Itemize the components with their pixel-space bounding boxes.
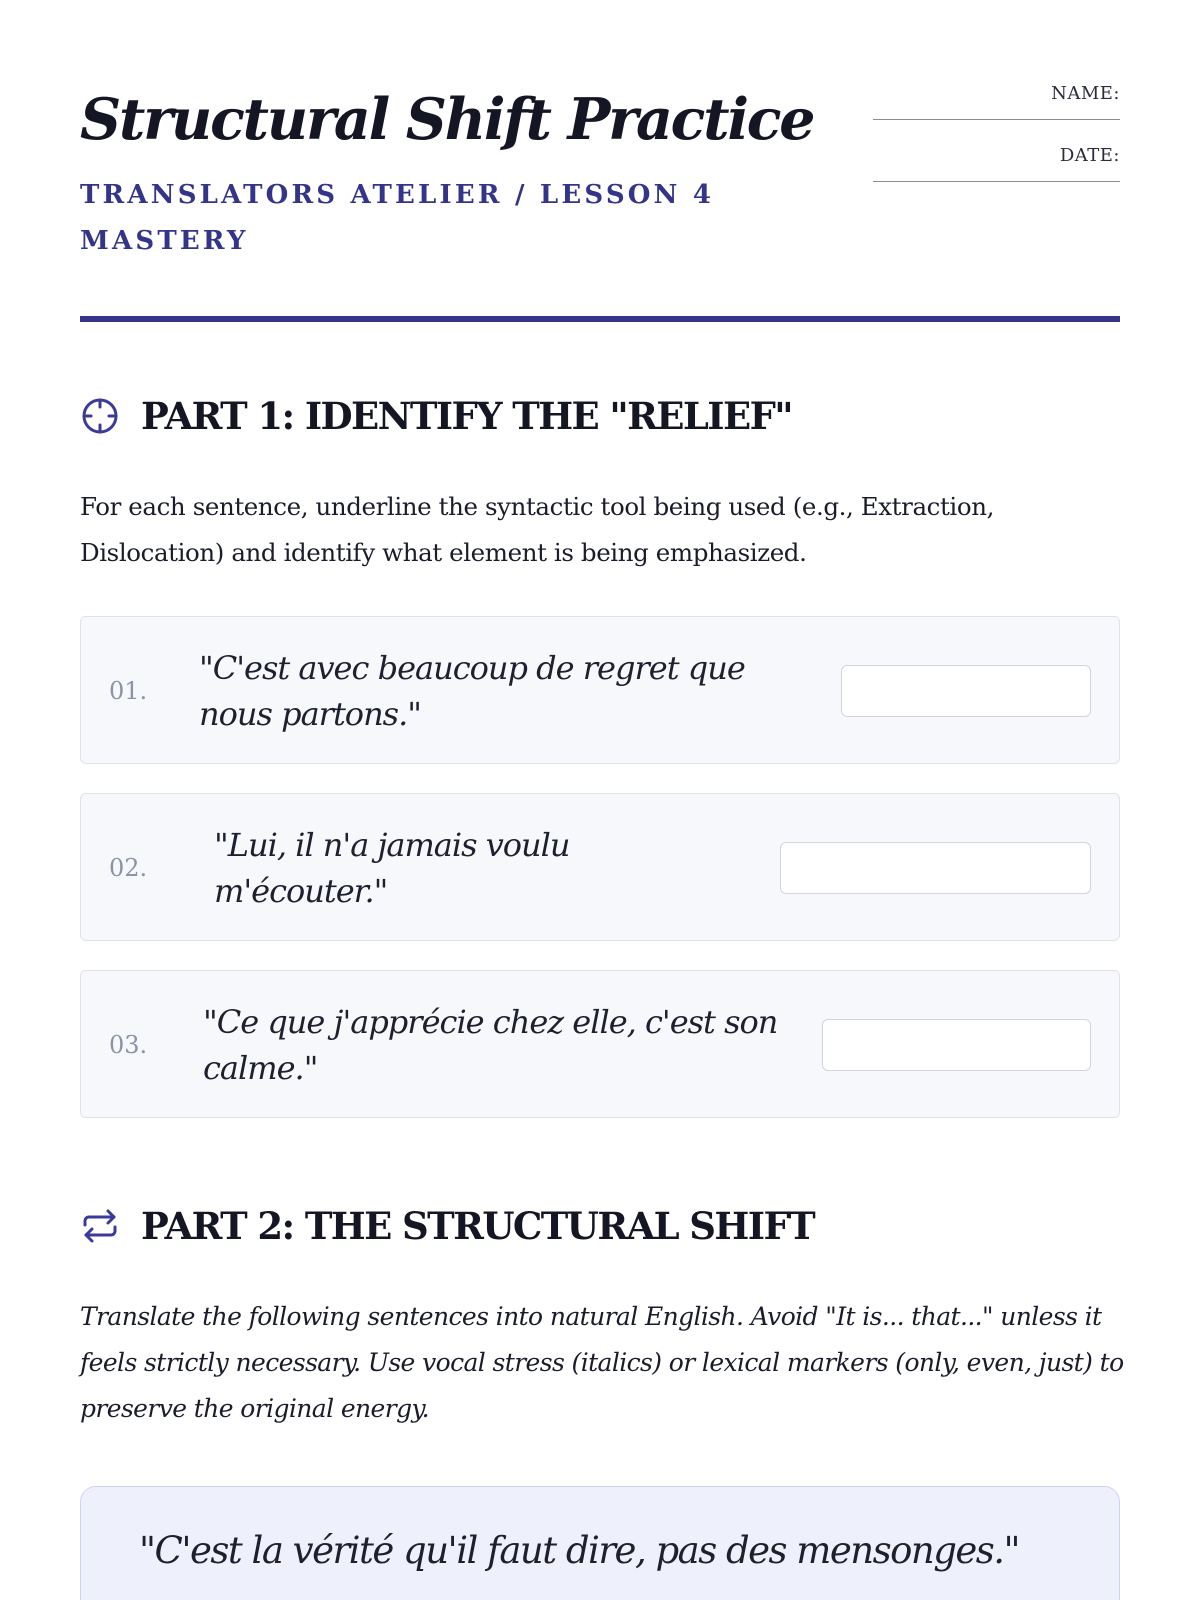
part2-title: PART 2: THE STRUCTURAL SHIFT — [141, 1204, 815, 1248]
part1-title: PART 1: IDENTIFY THE "RELIEF" — [141, 394, 792, 438]
item-sentence: "C'est avec beaucoup de regret que nous partons." — [199, 649, 745, 733]
part1-heading — [80, 394, 792, 438]
date-label: DATE: — [1059, 145, 1120, 166]
exercise-item — [80, 793, 1120, 941]
name-line — [873, 118, 1120, 120]
part2-heading — [80, 1204, 814, 1248]
item-number: 02. — [109, 854, 148, 882]
item-number: 03. — [109, 1031, 148, 1059]
date-line — [873, 180, 1120, 182]
part1-instructions: For each sentence, underline the syntactic tool being used (e.g., Extraction, Dislocation) and identify what element is being emphasized. — [80, 492, 994, 567]
crosshair-icon — [80, 396, 120, 436]
student-meta — [860, 80, 1120, 204]
header-divider — [80, 316, 1120, 322]
repeat-arrows-icon — [80, 1206, 120, 1246]
exercise-item — [80, 616, 1120, 764]
answer-input[interactable] — [780, 842, 1091, 894]
item-sentence: "Ce que j'apprécie chez elle, c'est son calme." — [203, 1003, 778, 1087]
item-number: 01. — [109, 677, 148, 705]
translation-exercise-box — [80, 1486, 1120, 1600]
source-sentence: "C'est la vérité qu'il faut dire, pas des mensonges." — [139, 1529, 1020, 1572]
exercise-item — [80, 970, 1120, 1118]
worksheet-title: Structural Shift Practice — [80, 86, 814, 153]
part2-instructions: Translate the following sentences into natural English. Avoid "It is... that..." unless it feels strictly necessary. Use vocal stress (italics) or lexical markers (only, even, just) to preserve the original energy. — [80, 1302, 1124, 1423]
name-label: NAME: — [1051, 83, 1120, 104]
item-sentence: "Lui, il n'a jamais voulu m'écouter." — [214, 826, 570, 910]
worksheet-header — [80, 80, 1120, 320]
answer-input[interactable] — [841, 665, 1091, 717]
answer-input[interactable] — [822, 1019, 1091, 1071]
worksheet-subtitle: TRANSLATORS ATELIER / LESSON 4 MASTERY — [80, 180, 715, 256]
